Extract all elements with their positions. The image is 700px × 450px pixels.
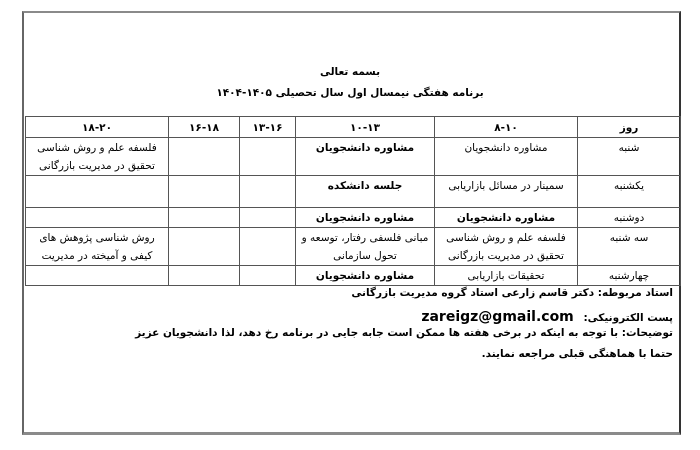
column-header: ۱۰-۱۳ — [296, 117, 435, 138]
schedule-cell — [26, 208, 169, 228]
column-header-day: روز — [578, 117, 681, 138]
schedule-cell — [240, 208, 296, 228]
invocation-heading: بسمه تعالی — [319, 66, 381, 78]
instructor-line: استاد مربوطه: دکتر قاسم زارعی استاد گروه مدیریت بازرگانی — [351, 287, 673, 299]
table-header-row — [26, 117, 681, 138]
schedule-cell: سمینار در مسائل بازاریابی — [435, 176, 578, 208]
schedule-cell: تحقیقات بازاریابی — [435, 266, 578, 286]
schedule-cell — [169, 266, 240, 286]
table-row — [26, 228, 681, 266]
schedule-cell — [169, 228, 240, 266]
schedule-cell — [240, 176, 296, 208]
schedule-cell — [26, 176, 169, 208]
day-cell: سه شنبه — [578, 228, 681, 266]
schedule-cell: مشاوره دانشجویان — [296, 138, 435, 176]
schedule-cell — [240, 138, 296, 176]
schedule-cell — [169, 138, 240, 176]
schedule-cell: مبانی فلسفی رفتار، توسعه و تحول سازمانی — [296, 228, 435, 266]
email-address[interactable]: zareigz@gmail.com — [421, 309, 574, 325]
column-header: ۱۸-۲۰ — [26, 117, 169, 138]
table-row — [26, 266, 681, 286]
page-title: برنامه هفتگی نیمسال اول سال تحصیلی ۱۴۰۵-۱۴۰۴ — [216, 87, 484, 99]
column-header: ۱۶-۱۸ — [169, 117, 240, 138]
day-cell: دوشنبه — [578, 208, 681, 228]
schedule-cell: مشاوره دانشجویان — [435, 138, 578, 176]
table-row — [26, 208, 681, 228]
notes-paragraph: توضیحات: با توجه به اینکه در برخی هفته ها ممکن است جابه جایی در برنامه رخ دهد، لذا دانشجویان عزیز حتما با هماهنگی قبلی مراجعه نمایند. — [135, 327, 673, 360]
schedule-cell: مشاوره دانشجویان — [296, 208, 435, 228]
schedule-cell — [169, 176, 240, 208]
schedule-cell: روش شناسی پژوهش های کیفی و آمیخته در مدیریت — [26, 228, 169, 266]
table-row — [26, 138, 681, 176]
day-cell: شنبه — [578, 138, 681, 176]
column-header: ۱۳-۱۶ — [240, 117, 296, 138]
schedule-cell: مشاوره دانشجویان — [296, 266, 435, 286]
schedule-cell: مشاوره دانشجویان — [435, 208, 578, 228]
schedule-cell — [240, 228, 296, 266]
schedule-cell — [26, 266, 169, 286]
table-row — [26, 176, 681, 208]
schedule-cell — [169, 208, 240, 228]
weekly-schedule-table — [25, 116, 681, 286]
day-cell: یکشنبه — [578, 176, 681, 208]
email-label: پست الکترونیکی: — [583, 312, 673, 324]
schedule-cell — [240, 266, 296, 286]
schedule-cell: فلسفه علم و روش شناسی تحقیق در مدیریت بازرگانی — [26, 138, 169, 176]
schedule-cell: فلسفه علم و روش شناسی تحقیق در مدیریت بازرگانی — [435, 228, 578, 266]
column-header: ۸-۱۰ — [435, 117, 578, 138]
day-cell: چهارشنبه — [578, 266, 681, 286]
schedule-cell: جلسه دانشکده — [296, 176, 435, 208]
